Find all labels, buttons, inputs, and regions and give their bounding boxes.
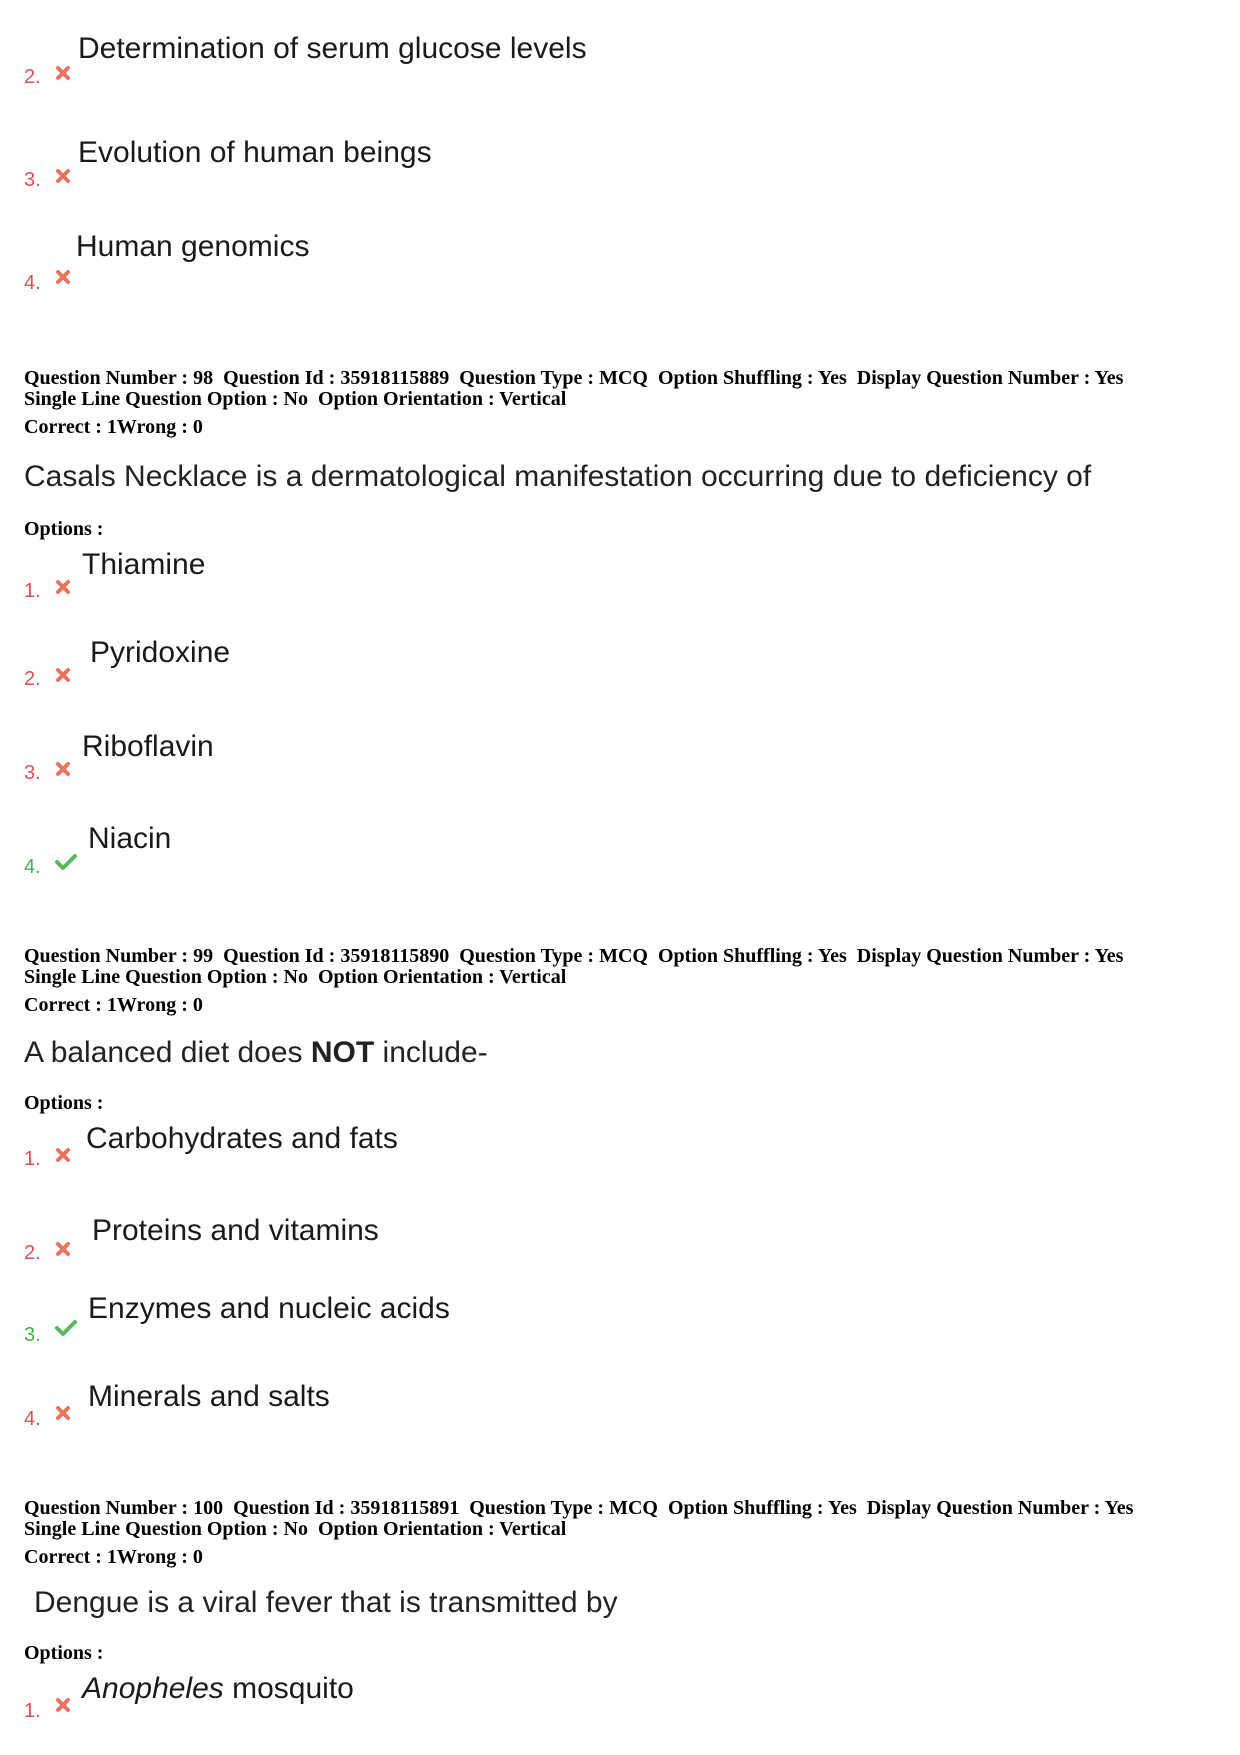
option-text: Evolution of human beings xyxy=(78,136,432,169)
question-meta: Question Number : 100 Question Id : 35918115891 Question Type : MCQ Option Shuffling : Yes Display Question Number : Yes Single Line Question Option : No Option Orientation : Vertical xyxy=(24,1497,1134,1540)
question-number: 100 xyxy=(193,1497,224,1519)
option-row xyxy=(24,1380,1204,1440)
option-text: Riboflavin xyxy=(82,730,214,763)
option-number: 3. xyxy=(24,762,41,784)
option-text: Thiamine xyxy=(82,548,206,581)
options-label: Options : xyxy=(24,1642,104,1664)
question-meta: Question Number : 98 Question Id : 35918115889 Question Type : MCQ Option Shuffling : Yes Display Question Number : Yes Single Line Question Option : No Option Orientation : Vertical xyxy=(24,367,1124,410)
cross-icon xyxy=(54,1696,72,1714)
option-row xyxy=(24,1122,1204,1182)
question-id: 35918115891 xyxy=(350,1497,460,1519)
option-text: Minerals and salts xyxy=(88,1380,330,1413)
question-meta: Question Number : 99 Question Id : 35918115890 Question Type : MCQ Option Shuffling : Yes Display Question Number : Yes Single Line Question Option : No Option Orientation : Vertical xyxy=(24,945,1124,988)
option-text: Carbohydrates and fats xyxy=(86,1122,398,1155)
option-text: Determination of serum glucose levels xyxy=(78,32,587,65)
options-label: Options : xyxy=(24,1092,104,1114)
option-row xyxy=(24,636,1204,696)
cross-icon xyxy=(54,666,72,684)
option-number: 4. xyxy=(24,856,41,878)
option-row xyxy=(24,1292,1204,1352)
option-number: 3. xyxy=(24,1324,41,1346)
score-line: Correct : 1Wrong : 0 xyxy=(24,1546,203,1568)
option-row xyxy=(24,822,1204,882)
option-number: 4. xyxy=(24,1408,41,1430)
question-id: 35918115889 xyxy=(340,367,450,389)
cross-icon xyxy=(54,1404,72,1422)
question-id: 35918115890 xyxy=(340,945,450,967)
option-row xyxy=(24,1214,1204,1274)
options-label: Options : xyxy=(24,518,104,540)
check-icon xyxy=(54,1318,78,1338)
option-row xyxy=(24,32,1204,92)
cross-icon xyxy=(54,760,72,778)
cross-icon xyxy=(54,64,72,82)
cross-icon xyxy=(54,1240,72,1258)
option-text: Niacin xyxy=(88,822,172,855)
cross-icon xyxy=(54,268,72,286)
option-number: 1. xyxy=(24,1700,41,1722)
cross-icon xyxy=(54,1146,72,1164)
option-text: Pyridoxine xyxy=(90,636,231,669)
question-text: A balanced diet does NOT include- xyxy=(24,1036,488,1069)
option-number: 2. xyxy=(24,66,41,88)
score-line: Correct : 1Wrong : 0 xyxy=(24,994,203,1016)
cross-icon xyxy=(54,578,72,596)
option-number: 3. xyxy=(24,169,41,191)
option-row xyxy=(24,136,1204,196)
question-text: Dengue is a viral fever that is transmitted by xyxy=(34,1586,618,1619)
option-text: Human genomics xyxy=(76,230,310,263)
option-text: Proteins and vitamins xyxy=(92,1214,379,1247)
option-row xyxy=(24,230,1204,294)
option-row xyxy=(24,1672,1204,1732)
option-text: Anopheles mosquito xyxy=(82,1672,354,1705)
option-number: 4. xyxy=(24,272,41,294)
option-row xyxy=(24,548,1204,608)
check-icon xyxy=(54,852,78,872)
question-number: 98 xyxy=(193,367,214,389)
question-number: 99 xyxy=(193,945,214,967)
option-row xyxy=(24,730,1204,790)
option-number: 2. xyxy=(24,668,41,690)
option-number: 2. xyxy=(24,1242,41,1264)
question-text: Casals Necklace is a dermatological manifestation occurring due to deficiency of xyxy=(24,460,1092,493)
cross-icon xyxy=(54,167,72,185)
option-number: 1. xyxy=(24,1148,41,1170)
option-text: Enzymes and nucleic acids xyxy=(88,1292,450,1325)
option-number: 1. xyxy=(24,580,41,602)
score-line: Correct : 1Wrong : 0 xyxy=(24,416,203,438)
